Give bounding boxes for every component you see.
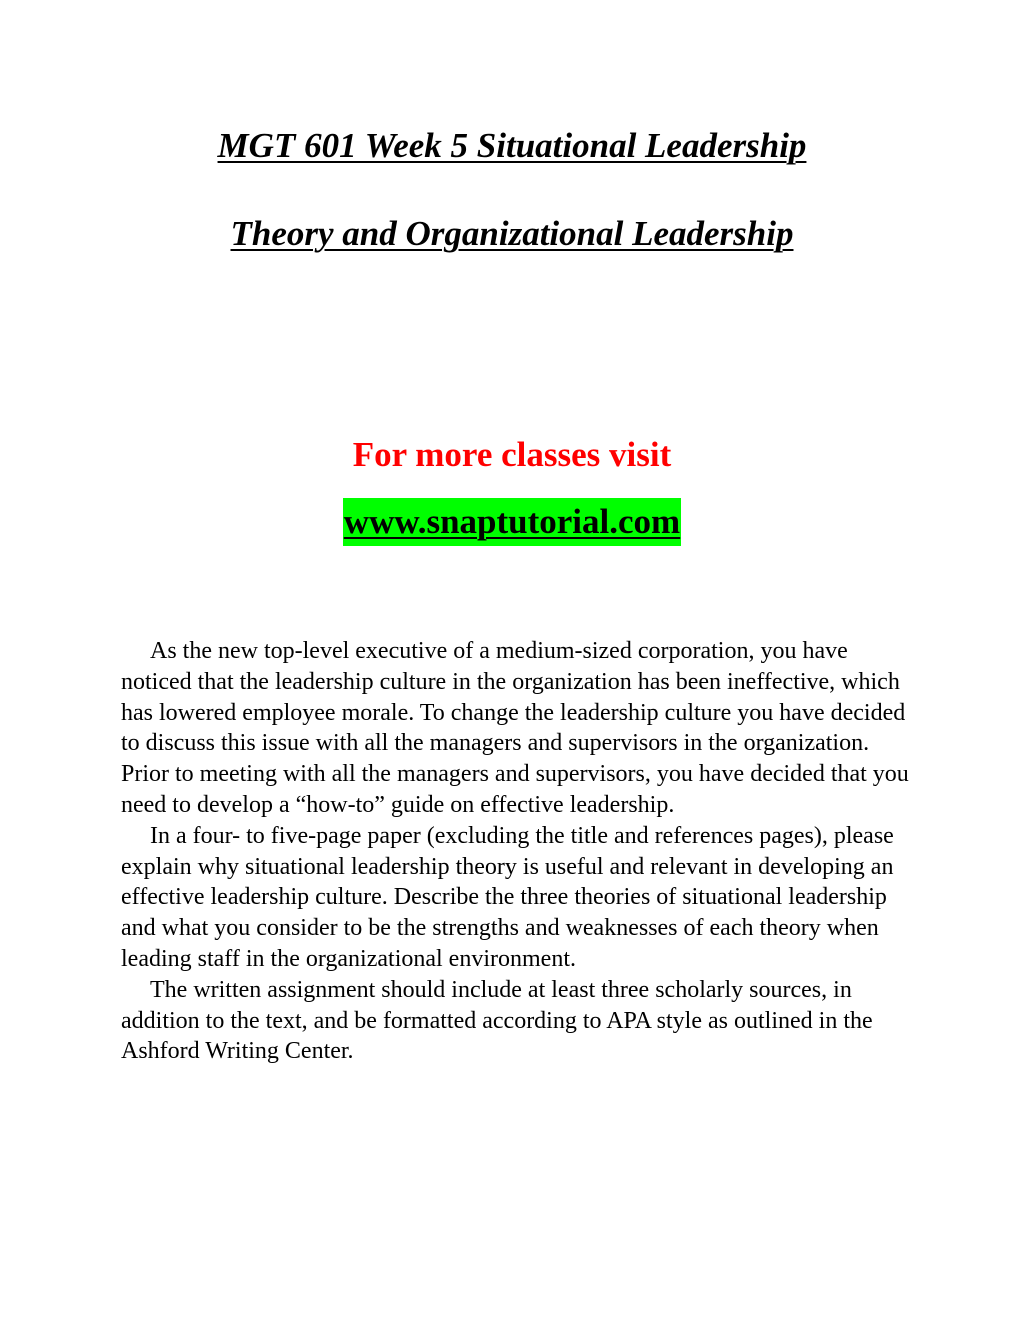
assignment-body bbox=[121, 636, 921, 1067]
promo-link-container bbox=[0, 498, 1024, 546]
promo-text: For more classes visit bbox=[352, 435, 672, 474]
body-paragraph: The written assignment should include at least three scholarly sources, in addition to the text, and be formatted according to APA style as outlined in the Ashford Writing Center. bbox=[121, 976, 873, 1065]
document-title-line-1: MGT 601 Week 5 Situational Leadership bbox=[217, 126, 807, 165]
body-paragraph: As the new top-level executive of a medium-sized corporation, you have noticed that the leadership culture in the organization has been ineffective, which has lowered employee morale. To change the leadership culture you have decided to discuss this issue with all the managers and supervisors in the organization. Prior to meeting with all the managers and supervisors, you have decided that you need to develop a “how-to” guide on effective leadership. bbox=[121, 638, 909, 818]
promo-link[interactable]: www.snaptutorial.com bbox=[343, 498, 681, 546]
document-title-line-2: Theory and Organizational Leadership bbox=[230, 214, 794, 253]
body-paragraph: In a four- to five-page paper (excluding the title and references pages), please explain why situational leadership theory is useful and relevant in developing an effective leadership culture. Describe the three theories of situational leadership and what you consider to be the strengths and weaknesses of each theory when leading staff in the organizational environment. bbox=[121, 822, 894, 972]
